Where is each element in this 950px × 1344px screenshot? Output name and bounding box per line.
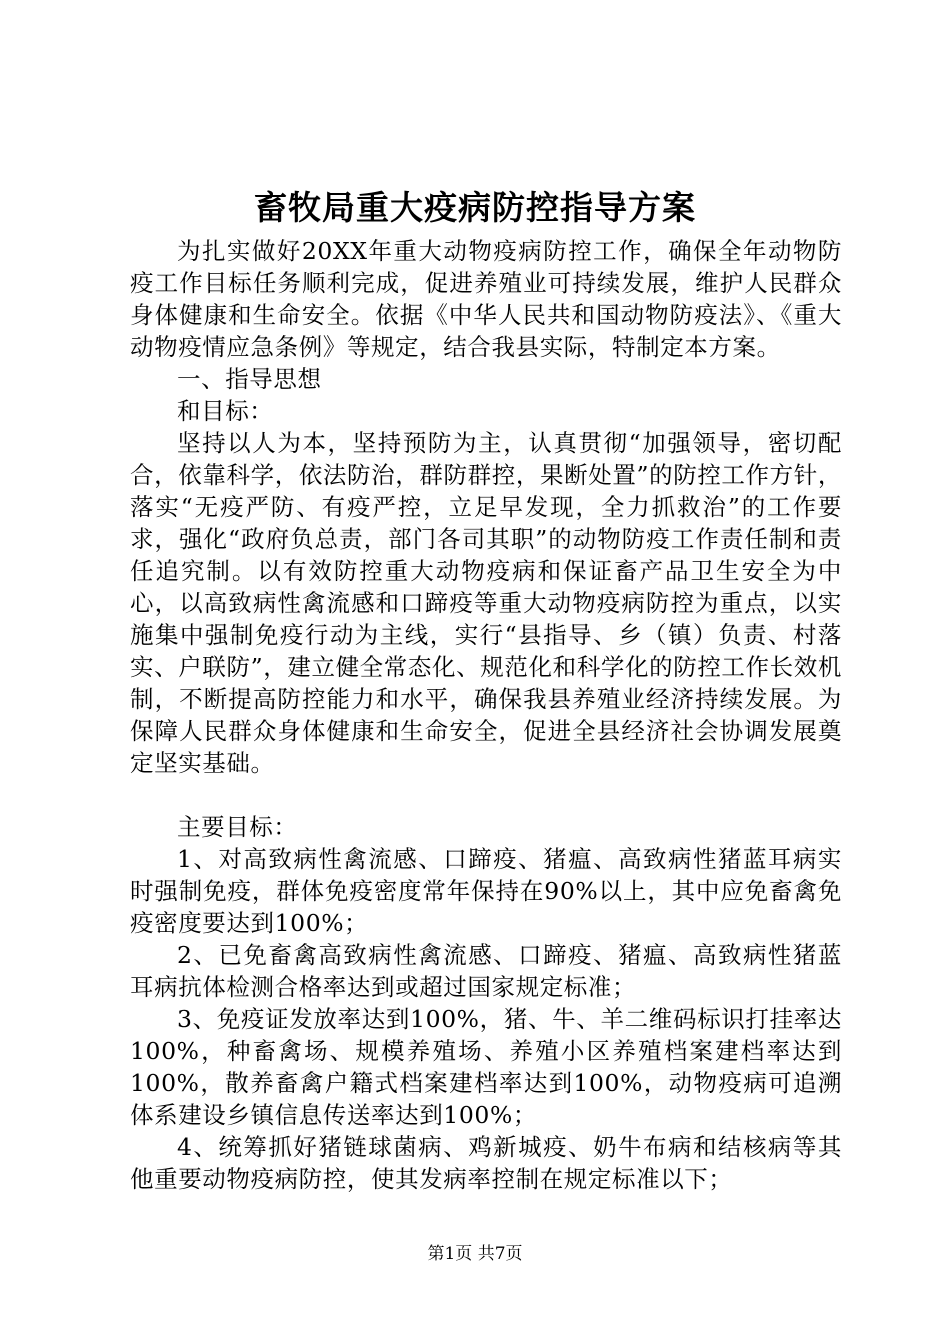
goal-item-3: 3、免疫证发放率达到100%，猪、牛、羊二维码标识打挂率达100%，种畜禽场、规模养殖场、养殖小区养殖档案建档率达到100%，散养畜禽户籍式档案建档率达到100%，动物疫病可追溯体系建设乡镇信息传送率达到100%； — [130, 1005, 842, 1129]
guiding-paragraph: 坚持以人为本，坚持预防为主，认真贯彻“加强领导，密切配合，依靠科学，依法防治，群防群控，果断处置”的防控工作方针，落实“无疫严防、有疫严控，立足早发现，全力抓救治”的工作要求，强化“政府负总责，部门各司其职”的动物防疫工作责任制和责任追究制。以有效防控重大动物疫病和保证畜产品卫生安全为中心，以高致病性禽流感和口蹄疫等重大动物疫病防控为重点，以实施集中强制免疫行动为主线，实行“县指导、乡（镇）负责、村落实、户联防”，建立健全常态化、规范化和科学化的防控工作长效机制，不断提高防控能力和水平，确保我县养殖业经济持续发展。为保障人民群众身体健康和生命安全，促进全县经济社会协调发展奠定坚实基础。 — [130, 429, 842, 777]
page-number-footer: 第1页 共7页 — [427, 1244, 523, 1264]
section-heading-goals: 和目标： — [177, 397, 274, 425]
goal-item-2: 2、已免畜禽高致病性禽流感、口蹄疫、猪瘟、高致病性猪蓝耳病抗体检测合格率达到或超过国家规定标准； — [130, 941, 842, 1001]
document-title: 畜牧局重大疫病防控指导方案 — [254, 188, 696, 227]
document-body — [130, 235, 842, 1195]
main-goals-label: 主要目标： — [177, 813, 298, 841]
intro-paragraph: 为扎实做好20XX年重大动物疫病防控工作，确保全年动物防疫工作目标任务顺利完成，促进养殖业可持续发展，维护人民群众身体健康和生命安全。依据《中华人民共和国动物防疫法》、《重大动物疫情应急条例》等规定，结合我县实际，特制定本方案。 — [130, 237, 842, 361]
goal-item-4: 4、统筹抓好猪链球菌病、鸡新城疫、奶牛布病和结核病等其他重要动物疫病防控，使其发病率控制在规定标准以下； — [130, 1133, 842, 1193]
section-heading-guiding: 一、指导思想 — [177, 365, 322, 393]
goal-item-1: 1、对高致病性禽流感、口蹄疫、猪瘟、高致病性猪蓝耳病实时强制免疫，群体免疫密度常年保持在90%以上，其中应免畜禽免疫密度要达到100%； — [130, 845, 842, 937]
